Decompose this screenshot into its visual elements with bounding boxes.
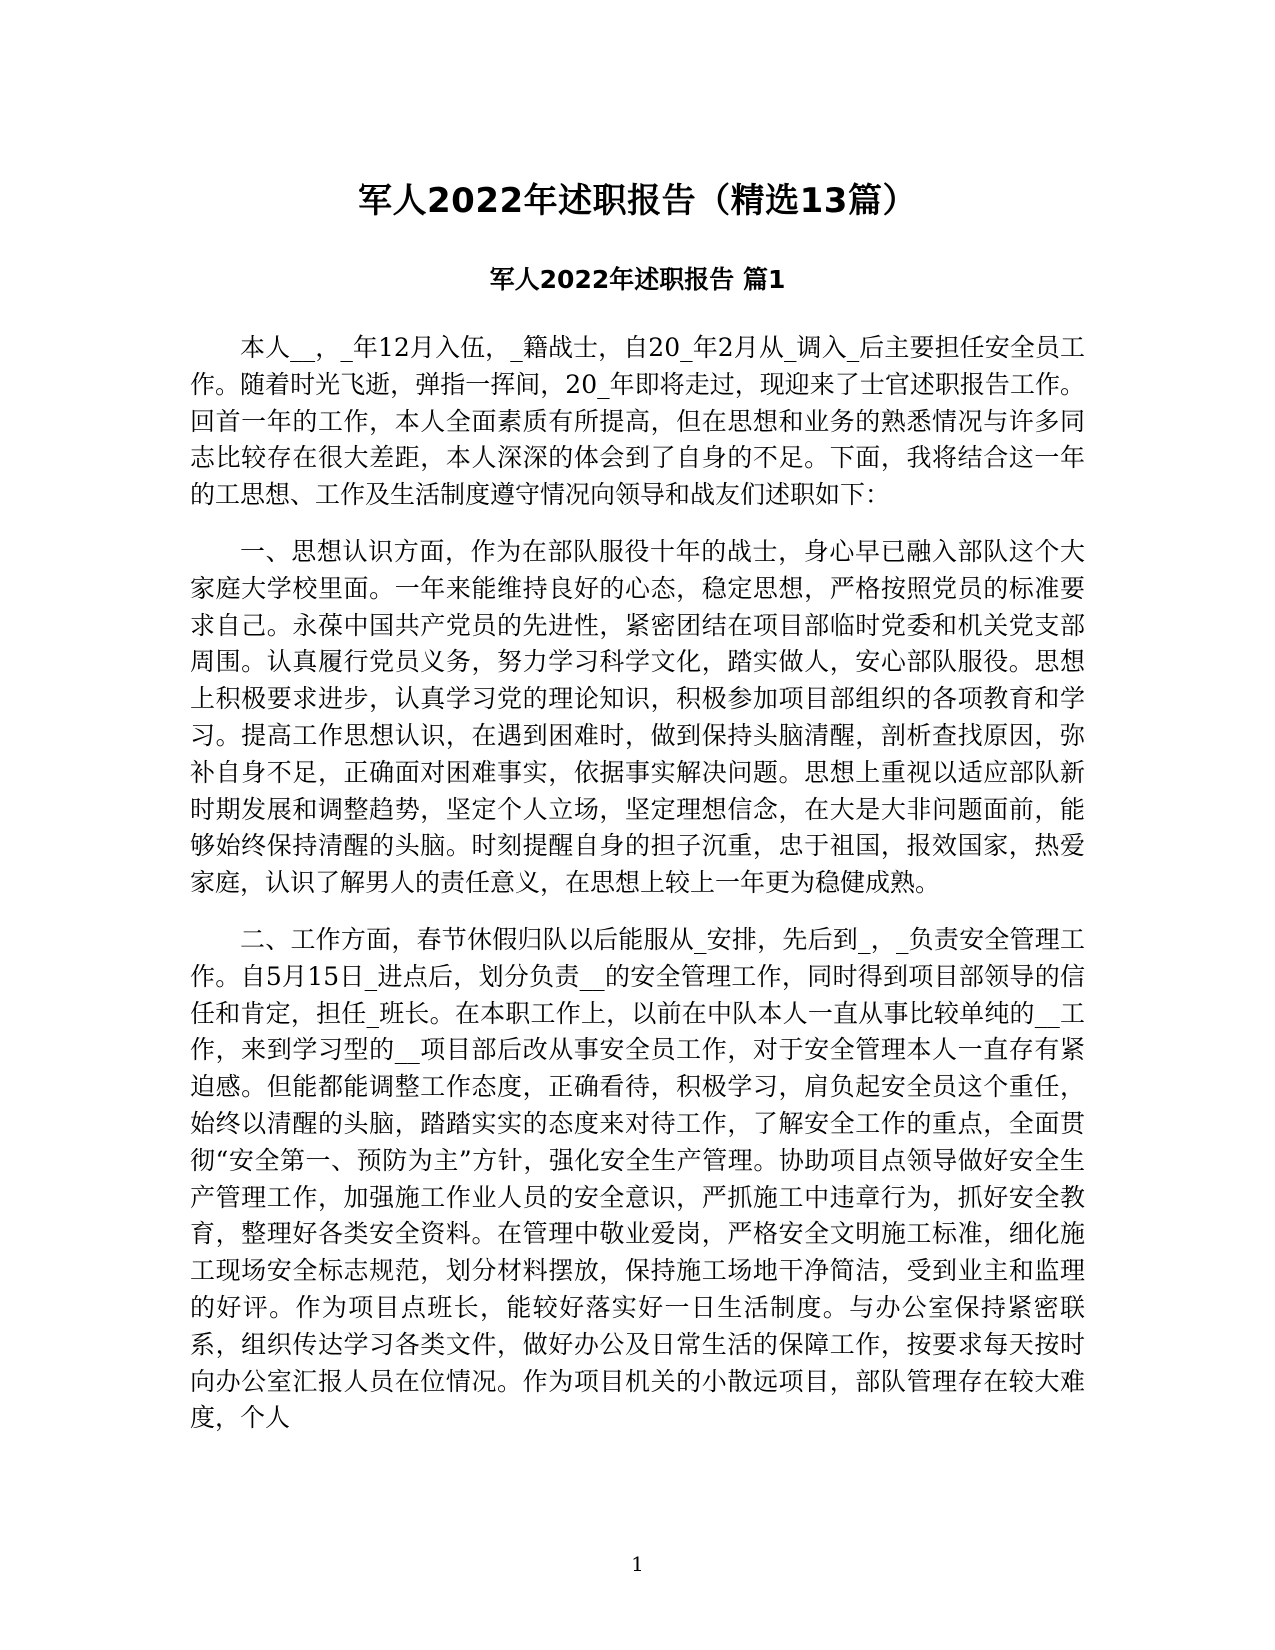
paragraph: 一、思想认识方面，作为在部队服役十年的战士，身心早已融入部队这个大家庭大学校里面。一年来能维持良好的心态，稳定思想，严格按照党员的标准要求自己。永葆中国共产党员的先进性，紧密团结在项目部临时党委和机关党支部周围。认真履行党员义务，努力学习科学文化，踏实做人，安心部队服役。思想上积极要求进步，认真学习党的理论知识，积极参加项目部组织的各项教育和学习。提高工作思想认识，在遇到困难时，做到保持头脑清醒，剖析查找原因，弥补自身不足，正确面对困难事实，依据事实解决问题。思想上重视以适应部队新时期发展和调整趋势，坚定个人立场，坚定理想信念，在大是大非问题面前，能够始终保持清醒的头脑。时刻提醒自身的担子沉重，忠于祖国，报效国家，热爱家庭，认识了解男人的责任意义，在思想上较上一年更为稳健成熟。 [190,536,1085,898]
paragraph: 本人__，_年12月入伍，_籍战士，自20_年2月从_调入_后主要担任安全员工作。随着时光飞逝，弹指一挥间，20_年即将走过，现迎来了士官述职报告工作。回首一年的工作，本人全面素质有所提高，但在思想和业务的熟悉情况与许多同志比较存在很大差距，本人深深的体会到了自身的不足。下面，我将结合这一年的工思想、工作及生活制度遵守情况向领导和战友们述职如下： [190,333,1086,510]
section-heading: 军人2022年述职报告 篇1 [489,265,786,294]
document-body [190,330,1085,1457]
document-title: 军人2022年述职报告（精选13篇） [358,181,917,221]
paragraph: 二、工作方面，春节休假归队以后能服从_安排，先后到_，_负责安全管理工作。自5月15日_进点后，划分负责__的安全管理工作，同时得到项目部领导的信任和肯定，担任_班长。在本职工作上，以前在中队本人一直从事比较单纯的__工作，来到学习型的__项目部后改从事安全员工作，对于安全管理本人一直存有紧迫感。但能都能调整工作态度，正确看待，积极学习，肩负起安全员这个重任，始终以清醒的头脑，踏踏实实的态度来对待工作，了解安全工作的重点，全面贯彻“安全第一、预防为主”方针，强化安全生产管理。协助项目点领导做好安全生产管理工作，加强施工作业人员的安全意识，严抓施工中违章行为，抓好安全教育，整理好各类安全资料。在管理中敬业爱岗，严格安全文明施工标准，细化施工现场安全标志规范，划分材料摆放，保持施工场地干净简洁，受到业主和监理的好评。作为项目点班长，能较好落实好一日生活制度。与办公室保持紧密联系，组织传达学习各类文件，做好办公及日常生活的保障工作，按要求每天按时向办公室汇报人员在位情况。作为项目机关的小散远项目，部队管理存在较大难度，个人 [190,924,1085,1433]
page-number: 1 [631,1552,644,1576]
